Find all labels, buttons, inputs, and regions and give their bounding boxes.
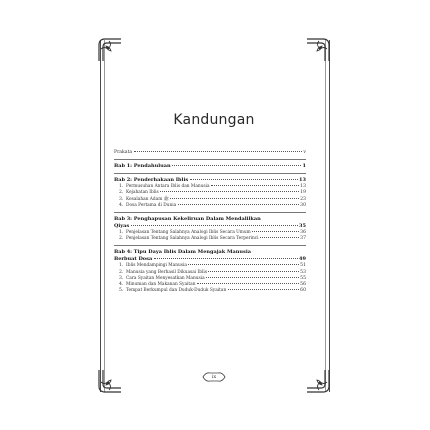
toc-subentry-number: 4. (119, 282, 124, 288)
toc-subentry-label: Kesalahan Adam ﷺ (126, 196, 169, 202)
leader-dots (160, 191, 298, 192)
toc-chapter-label: Bab 3: Penghapusan Kekeliruan Dalam Mendalilkan (114, 216, 261, 223)
section-divider (114, 159, 306, 160)
leader-dots (206, 277, 298, 278)
toc-subentry-label: Penjelasan Tentang Salahnya Analogi Iblis Secara Terperinci (126, 236, 259, 242)
corner-ornament-icon (97, 368, 123, 394)
toc-subentry-label: Minuman dan Makanan Syaitan (126, 282, 196, 288)
toc-subentry-page: 55 (300, 275, 306, 281)
toc-subentry-number: 3. (119, 196, 124, 202)
leader-dots (190, 179, 298, 180)
toc-subentry-number: 2. (119, 269, 124, 275)
toc-subentry-page: 60 (300, 288, 306, 294)
corner-ornament-icon (305, 37, 331, 63)
toc-subentry-label: Iblis Mendampingi Manusia (126, 263, 187, 269)
toc-chapter-2[interactable] (114, 177, 306, 184)
leader-dots (228, 289, 299, 290)
leader-dots (188, 264, 298, 265)
leader-dots (252, 231, 298, 232)
leader-dots (260, 237, 299, 238)
toc-chapter-label: Bab 1: Pendahuluan (114, 163, 171, 170)
toc-chapter-label: Qiyas (114, 223, 130, 230)
toc-subentry-page: 36 (300, 230, 306, 236)
page-number-badge (202, 371, 226, 383)
toc-subentry-label: Manusia yang Berhasil Dikuasai Iblis (126, 269, 207, 275)
toc-chapter-3[interactable] (114, 216, 306, 230)
toc-chapter-page: 1 (302, 163, 306, 170)
toc-chapter-4[interactable] (114, 249, 306, 263)
page-title: Kandungan (173, 112, 255, 128)
toc-chapter-label: Bab 2: Penderhakaan Iblis (114, 177, 189, 184)
toc-chapter-page: 13 (299, 177, 306, 184)
toc-entry-prakata[interactable] (114, 150, 306, 156)
corner-ornament-icon (97, 37, 123, 63)
toc-subentry-page: 51 (300, 263, 306, 269)
toc-subentry-page: 37 (300, 236, 306, 242)
leader-dots (208, 271, 298, 272)
toc-entry-page: v (303, 150, 306, 155)
toc-subentry-number: 5. (119, 288, 124, 294)
toc-subentry-page: 30 (300, 202, 306, 208)
toc-subentry[interactable] (114, 203, 306, 209)
table-of-contents (114, 150, 306, 294)
toc-subentry-label: Kejahatan Iblis (126, 190, 159, 196)
leader-dots (211, 185, 299, 186)
toc-subentry-number: 3. (119, 275, 124, 281)
toc-subentry-label: Tempat Berkumpul dan Duduk-Duduk Syaitan (126, 288, 227, 294)
toc-subentry-number: 1. (119, 184, 124, 190)
toc-subentry-page: 19 (300, 190, 306, 196)
toc-chapter-1[interactable] (114, 163, 306, 170)
toc-subentry-number: 1. (119, 230, 124, 236)
section-divider (114, 245, 306, 246)
toc-chapter-page: 49 (299, 256, 306, 263)
section-divider (114, 212, 306, 213)
leader-dots (197, 283, 299, 284)
toc-chapter-page: 35 (299, 223, 306, 230)
leader-dots (134, 151, 302, 152)
toc-subentry-page: 53 (300, 269, 306, 275)
toc-subentry-label: Penjelasan Tentang Salahnya Analogi Iblis Secara Umum (126, 230, 251, 236)
leader-dots (154, 258, 298, 259)
leader-dots (178, 204, 299, 205)
leader-dots (131, 225, 298, 226)
toc-subentry-number: 2. (119, 190, 124, 196)
leader-dots (170, 198, 298, 199)
toc-chapter-label-line (114, 256, 306, 263)
leader-dots (172, 165, 301, 166)
toc-subentry-page: 23 (300, 196, 306, 202)
toc-chapter-label: Bab 4: Tipu Daya Iblis Dalam Mengajak Manusia (114, 249, 251, 256)
toc-subentry-number: 4. (119, 202, 124, 208)
toc-subentry-label: Dosa Pertama di Dunia (126, 202, 177, 208)
toc-subentry-number: 1. (119, 263, 124, 269)
toc-subentry[interactable] (114, 236, 306, 242)
toc-subentry-label: Cara Syaitan Menyesatkan Manusia (126, 275, 205, 281)
toc-subentry-label: Permusuhan Antara Iblis dan Manusia (126, 184, 210, 190)
toc-chapter-label: Berbuat Dosa (114, 256, 153, 263)
section-divider (114, 173, 306, 174)
toc-subentry[interactable] (114, 288, 306, 294)
page-number: ix (211, 374, 217, 380)
toc-subentry-number: 2. (119, 236, 124, 242)
toc-subentry-page: 56 (300, 282, 306, 288)
toc-subentry-page: 13 (300, 184, 306, 190)
corner-ornament-icon (305, 368, 331, 394)
toc-chapter-label-line (114, 223, 306, 230)
toc-entry-label: Prakata (114, 150, 133, 155)
